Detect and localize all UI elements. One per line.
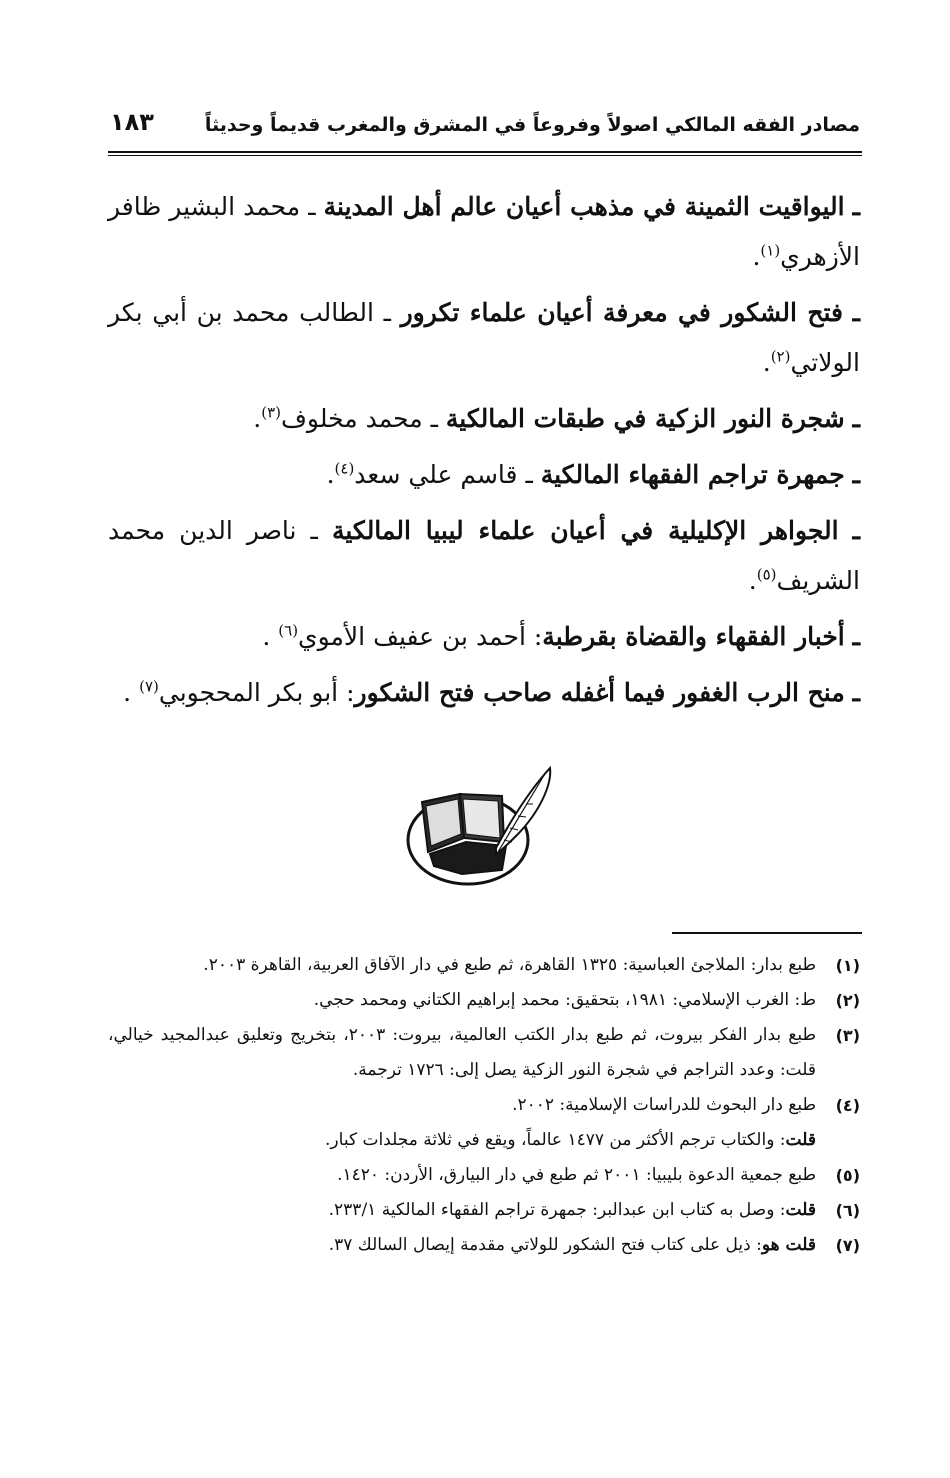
page-number: ١٨٣	[110, 108, 154, 136]
footnote-lead: قلت	[785, 1200, 816, 1220]
footnote	[108, 1228, 860, 1263]
book-author: : أحمد بن عفيف الأموي	[298, 622, 543, 651]
entry-end: .	[326, 460, 335, 489]
footnote	[108, 948, 860, 983]
entry-end: .	[262, 622, 279, 651]
book-title: الجواهر الإكليلية في أعيان علماء ليبيا المالكية	[331, 516, 839, 545]
bullet-dash: ـ	[852, 516, 860, 545]
footnote-lead: قلت هو	[761, 1235, 816, 1255]
book-title: منح الرب الغفور فيما أغفله صاحب فتح الشكور	[354, 678, 845, 707]
footnote	[108, 1018, 860, 1088]
footnote-ref[interactable]: (٣)	[261, 403, 281, 422]
book-title: فتح الشكور في معرفة أعيان علماء تكرور	[400, 298, 843, 327]
list-item	[108, 612, 860, 662]
footnote-text: ط: الغرب الإسلامي: ١٩٨١، بتحقيق: محمد إبراهيم الكتاني ومحمد حجي.	[313, 990, 816, 1010]
book-author: : أبو بكر المحجوبي	[158, 678, 355, 707]
book-author: ـ قاسم علي سعد	[354, 460, 541, 489]
entry-end: .	[253, 404, 262, 433]
footnote-ref[interactable]: (٥)	[756, 565, 777, 584]
footnote-text: طبع بدار الفكر بيروت، ثم طبع بدار الكتب العالمية، بيروت: ٢٠٠٣، بتخريج وتعليق عبدالمجيد خيالي، قلت: وعدد التراجم في شجرة النور الزكية يصل إلى: ١٧٢٦ ترجمة.	[108, 1025, 816, 1080]
footnote-number: (٧)	[835, 1236, 860, 1255]
footnote-number: (١)	[835, 956, 860, 975]
bullet-dash: ـ	[852, 678, 860, 707]
book-author: ـ الطالب محمد بن أبي بكر الولاتي	[108, 298, 860, 377]
bullet-dash: ـ	[852, 460, 860, 489]
footnote-ref[interactable]: (١)	[760, 241, 781, 260]
book-title: شجرة النور الزكية في طبقات المالكية	[445, 404, 845, 433]
footnote-text: طبع دار البحوث للدراسات الإسلامية: ٢٠٠٢.	[512, 1095, 816, 1115]
footnote	[108, 1193, 860, 1228]
footnote-number: (٤)	[835, 1096, 860, 1115]
footnote-number: (٢)	[835, 991, 860, 1010]
bullet-dash: ـ	[852, 298, 860, 327]
list-item	[108, 288, 860, 388]
list-item	[108, 182, 860, 282]
book-title: أخبار الفقهاء والقضاة بقرطبة	[542, 622, 845, 651]
entry-end: .	[752, 242, 761, 271]
footnote-ref[interactable]: (٧)	[139, 677, 159, 696]
footnotes	[108, 948, 860, 1263]
footnote-separator	[672, 932, 862, 934]
footnote	[108, 1158, 860, 1193]
footnote-ref[interactable]: (٦)	[278, 621, 299, 640]
footnote-continuation	[108, 1123, 860, 1158]
book-author: ـ محمد مخلوف	[280, 404, 446, 433]
book-and-quill-icon	[400, 762, 566, 892]
book-title: جمهرة تراجم الفقهاء المالكية	[540, 460, 845, 489]
running-header	[110, 108, 860, 150]
footnote-text: : وصل به كتاب ابن عبدالبر: جمهرة تراجم الفقهاء المالكية ٢٣٣/١.	[328, 1200, 786, 1220]
book-author: ـ محمد البشير ظافر الأزهري	[108, 192, 860, 271]
footnote-number: (٦)	[835, 1201, 860, 1220]
list-item	[108, 668, 860, 718]
list-item	[108, 506, 860, 606]
footnote	[108, 983, 860, 1018]
bullet-dash: ـ	[852, 622, 860, 651]
footnote-text: : والكتاب ترجم الأكثر من ١٤٧٧ عالماً، ويقع في ثلاثة مجلدات كبار.	[325, 1130, 786, 1150]
list-item	[108, 450, 860, 500]
footnote	[108, 1088, 860, 1123]
book-title: اليواقيت الثمينة في مذهب أعيان عالم أهل المدينة	[323, 192, 845, 221]
header-title: مصادر الفقه المالكي اصولاً وفروعاً في المشرق والمغرب قديماً وحديثاً	[204, 114, 860, 136]
book-author: ـ ناصر الدين محمد الشريف	[108, 516, 860, 595]
entry-list	[108, 182, 860, 724]
footnote-number: (٥)	[835, 1166, 860, 1185]
footnote-text: : ذيل على كتاب فتح الشكور للولاتي مقدمة إيصال السالك ٣٧.	[328, 1235, 762, 1255]
bullet-dash: ـ	[852, 192, 860, 221]
footnote-text: طبع جمعية الدعوة بليبيا: ٢٠٠١ ثم طبع في دار البيارق، الأردن: ١٤٢٠.	[337, 1165, 816, 1185]
footnote-ref[interactable]: (٤)	[334, 459, 355, 478]
footnote-number: (٣)	[835, 1026, 860, 1045]
header-rule	[108, 151, 862, 156]
entry-end: .	[123, 678, 140, 707]
entry-end: .	[748, 566, 757, 595]
bullet-dash: ـ	[852, 404, 860, 433]
entry-end: .	[762, 348, 771, 377]
footnote-lead: قلت	[785, 1130, 816, 1150]
list-item	[108, 394, 860, 444]
footnote-text: طبع بدار: الملاجئ العباسية: ١٣٢٥ القاهرة، ثم طبع في دار الآفاق العربية، القاهرة ٢٠٠٣.	[203, 955, 816, 975]
footnote-ref[interactable]: (٢)	[770, 347, 791, 366]
